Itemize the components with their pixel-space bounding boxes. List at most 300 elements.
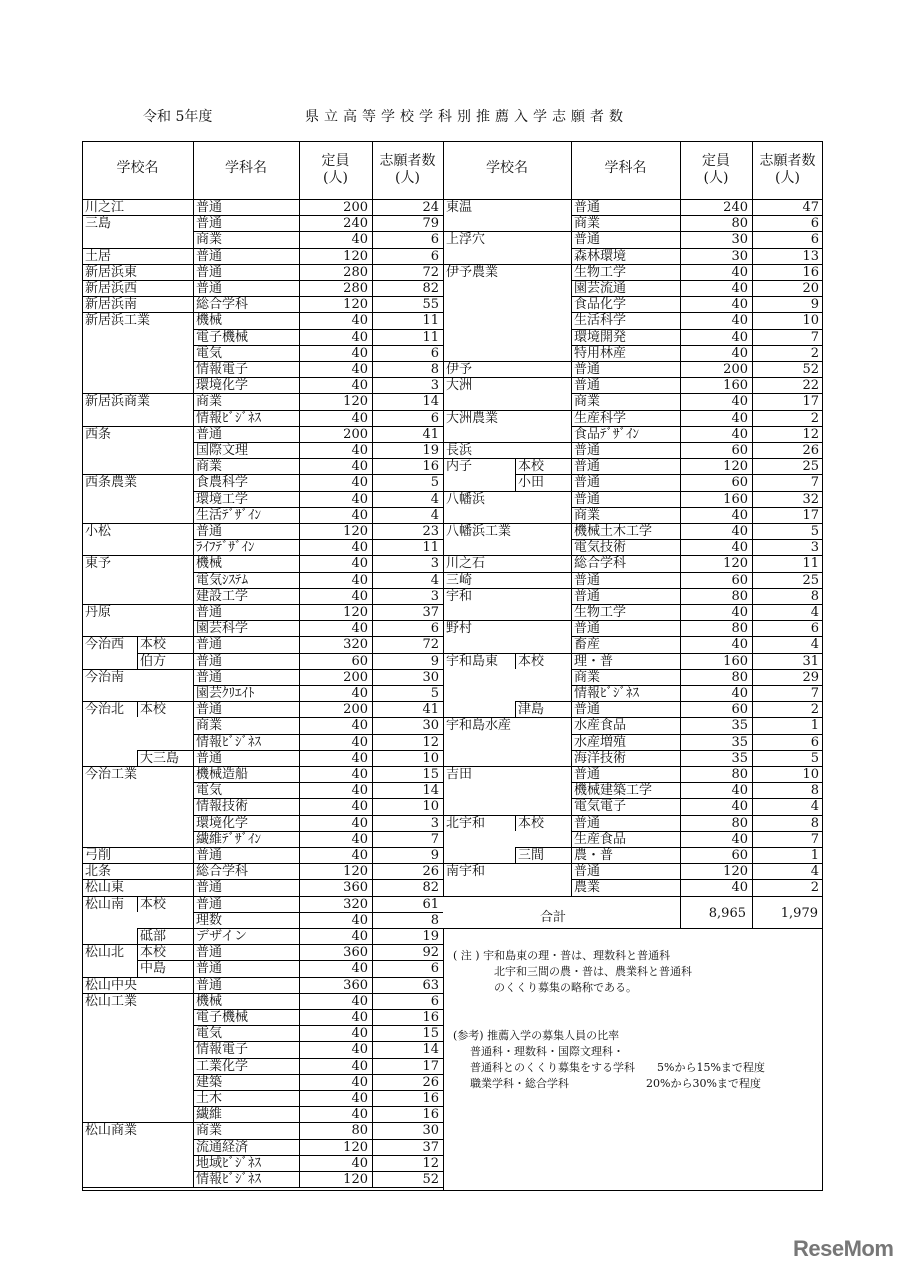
capacity-value: 40	[351, 507, 368, 523]
applicants-value: 19	[422, 443, 439, 458]
capacity-value: 40	[351, 572, 368, 588]
grid-line	[571, 474, 823, 475]
applicants-value: 2	[810, 702, 819, 718]
campus-name: 本校	[518, 815, 545, 831]
grid-line	[193, 669, 443, 670]
grid-line	[193, 750, 443, 751]
department-name: 普通	[574, 443, 601, 458]
department-name: 普通	[196, 653, 223, 669]
column-header-school: 学校名	[116, 160, 159, 176]
department-name: 繊維ﾃﾞｻﾞｲﾝ	[196, 831, 262, 847]
capacity-value: 40	[351, 1010, 368, 1025]
school-name: 新居浜工業	[85, 313, 151, 329]
department-name: ﾗｲﾌﾃﾞｻﾞｲﾝ	[196, 540, 255, 556]
capacity-value: 40	[731, 297, 748, 313]
applicants-value: 41	[422, 702, 439, 718]
capacity-value: 40	[731, 394, 748, 410]
column-header-teiin: 定員 (人)	[702, 153, 730, 186]
applicants-value: 10	[802, 767, 819, 782]
department-name: 商業	[574, 507, 601, 523]
note-line-1: ( 注 ) 宇和島東の理・普は、理数科と普通科	[453, 949, 671, 962]
grid-line	[571, 231, 823, 232]
department-name: 電気	[196, 783, 223, 799]
applicants-value: 16	[802, 264, 819, 280]
grid-line	[443, 141, 444, 896]
applicants-value: 26	[422, 864, 439, 880]
capacity-value: 40	[351, 362, 368, 377]
grid-line	[193, 782, 443, 783]
department-name: 機械造船	[196, 767, 249, 782]
applicants-value: 10	[422, 750, 439, 766]
department-name: 生物工学	[574, 264, 627, 280]
grid-line	[515, 701, 516, 717]
department-name: 普通	[574, 702, 601, 718]
capacity-value: 60	[731, 443, 748, 458]
capacity-value: 120	[343, 1139, 368, 1155]
capacity-value: 360	[343, 977, 368, 993]
capacity-value: 280	[343, 264, 368, 280]
capacity-value: 40	[351, 1107, 368, 1123]
school-name: 松山北	[85, 945, 125, 961]
department-name: 環境開発	[574, 329, 627, 345]
capacity-value: 80	[731, 815, 748, 831]
capacity-value: 200	[343, 702, 368, 718]
capacity-value: 320	[343, 896, 368, 912]
grid-line	[515, 458, 516, 474]
grid-line	[193, 280, 443, 281]
department-name: 普通	[196, 961, 223, 977]
grid-line	[137, 928, 138, 944]
applicants-value: 3	[430, 588, 439, 604]
grid-line	[571, 766, 823, 767]
capacity-value: 40	[351, 345, 368, 361]
department-name: 工業化学	[196, 1058, 249, 1074]
school-name: 松山東	[85, 880, 125, 896]
applicants-value: 2	[810, 880, 819, 896]
applicants-value: 7	[810, 831, 819, 847]
applicants-value: 11	[802, 556, 819, 572]
applicants-value: 7	[430, 831, 439, 847]
department-name: 機械土木工学	[574, 524, 653, 539]
department-name: 電気	[196, 345, 223, 361]
applicants-value: 4	[810, 605, 819, 620]
grid-line	[193, 912, 443, 913]
capacity-value: 40	[731, 313, 748, 329]
grid-line	[571, 588, 823, 589]
reference-line-4: 職業学科・総合学科 20%から30%まで程度	[470, 1077, 761, 1090]
grid-line	[571, 863, 823, 864]
applicants-value: 63	[422, 977, 439, 993]
department-name: 普通	[196, 264, 223, 280]
department-name: 普通	[574, 572, 601, 588]
grid-line	[571, 879, 823, 880]
applicants-value: 24	[422, 200, 439, 215]
capacity-value: 40	[351, 815, 368, 831]
capacity-value: 40	[351, 767, 368, 782]
capacity-value: 40	[731, 410, 748, 426]
capacity-value: 40	[731, 605, 748, 620]
grid-line	[193, 458, 443, 459]
capacity-value: 40	[351, 993, 368, 1009]
school-name: 丹原	[85, 605, 112, 620]
department-name: 普通	[196, 848, 223, 863]
reference-line-2: 普通科・理数科・国際文理科・	[470, 1045, 624, 1058]
campus-name: 小田	[518, 475, 545, 491]
capacity-value: 35	[731, 734, 748, 750]
applicants-value: 30	[422, 669, 439, 685]
capacity-value: 120	[723, 459, 748, 475]
applicants-value: 10	[802, 313, 819, 329]
capacity-value: 40	[351, 1155, 368, 1171]
applicants-value: 12	[422, 734, 439, 750]
capacity-value: 60	[731, 572, 748, 588]
school-name: 大洲	[446, 378, 473, 394]
department-name: 普通	[574, 232, 601, 248]
department-name: 情報ﾋﾞｼﾞﾈｽ	[196, 734, 262, 750]
capacity-value: 160	[723, 491, 748, 507]
campus-name: 伯方	[140, 653, 167, 669]
applicants-value: 6	[810, 734, 819, 750]
grid-line	[82, 141, 83, 1187]
department-name: 生物工学	[574, 605, 627, 620]
capacity-value: 240	[343, 216, 368, 232]
applicants-value: 52	[422, 1172, 439, 1187]
department-name: 普通	[574, 588, 601, 604]
grid-line	[193, 312, 443, 313]
school-name: 八幡浜	[446, 491, 486, 507]
campus-name: 本校	[140, 945, 167, 961]
grid-line	[193, 653, 443, 654]
capacity-value: 120	[343, 864, 368, 880]
grid-line	[137, 636, 138, 652]
grid-line	[193, 604, 443, 605]
grid-line	[571, 701, 823, 702]
school-name: 北条	[85, 864, 112, 880]
capacity-value: 120	[343, 248, 368, 264]
capacity-value: 120	[723, 556, 748, 572]
capacity-value: 160	[723, 378, 748, 394]
capacity-value: 40	[351, 556, 368, 572]
school-name: 東温	[446, 200, 473, 215]
capacity-value: 40	[351, 929, 368, 944]
capacity-value: 200	[343, 669, 368, 685]
applicants-value: 9	[430, 848, 439, 863]
applicants-value: 30	[422, 718, 439, 734]
department-name: 理数	[196, 912, 223, 928]
department-name: 普通	[574, 767, 601, 782]
grid-line	[443, 896, 823, 897]
grid-line	[193, 879, 443, 880]
applicants-value: 11	[422, 540, 439, 556]
capacity-value: 40	[351, 1074, 368, 1090]
department-name: 環境化学	[196, 815, 249, 831]
grid-line	[443, 928, 823, 929]
capacity-value: 40	[731, 637, 748, 653]
department-name: 商業	[196, 232, 223, 248]
grid-line	[193, 636, 443, 637]
grid-line	[571, 458, 823, 459]
capacity-value: 40	[351, 475, 368, 491]
note-line-3: のくくり募集の略称である。	[494, 981, 637, 994]
applicants-value: 4	[810, 799, 819, 815]
applicants-value: 30	[422, 1123, 439, 1139]
applicants-value: 17	[802, 394, 819, 410]
grid-line	[193, 141, 194, 1187]
department-name: 理・普	[574, 653, 614, 669]
campus-name: 本校	[518, 653, 545, 669]
applicants-value: 3	[810, 540, 819, 556]
applicants-value: 6	[430, 232, 439, 248]
capacity-value: 30	[731, 232, 748, 248]
applicants-value: 61	[422, 896, 439, 912]
department-name: 普通	[574, 621, 601, 637]
department-name: 商業	[574, 669, 601, 685]
capacity-value: 40	[351, 410, 368, 426]
school-name: 新居浜南	[85, 297, 138, 313]
applicants-value: 6	[810, 621, 819, 637]
applicants-value: 72	[422, 637, 439, 653]
applicants-value: 5	[430, 475, 439, 491]
department-name: 情報技術	[196, 799, 249, 815]
department-name: デザイン	[196, 929, 248, 944]
grid-line	[571, 669, 823, 670]
department-name: 普通	[196, 248, 223, 264]
department-name: 情報ﾋﾞｼﾞﾈｽ	[574, 686, 640, 701]
capacity-value: 40	[731, 540, 748, 556]
capacity-value: 40	[351, 459, 368, 475]
department-name: 商業	[196, 394, 223, 410]
department-name: 普通	[574, 362, 601, 377]
capacity-value: 120	[343, 605, 368, 620]
school-name: 伊予	[446, 362, 473, 377]
grid-line	[137, 653, 138, 669]
column-header-shigan: 志願者数 (人)	[379, 153, 436, 186]
department-name: 森林環境	[574, 248, 627, 264]
capacity-value: 280	[343, 281, 368, 296]
department-name: 国際文理	[196, 443, 249, 458]
grid-line	[193, 1090, 443, 1091]
grid-line	[571, 215, 823, 216]
capacity-value: 200	[343, 426, 368, 442]
applicants-value: 7	[810, 475, 819, 491]
capacity-value: 120	[343, 394, 368, 410]
applicants-value: 14	[422, 394, 439, 410]
applicants-value: 11	[422, 329, 439, 345]
department-name: 電子機械	[196, 329, 249, 345]
capacity-value: 40	[731, 329, 748, 345]
department-name: 普通	[574, 491, 601, 507]
applicants-value: 55	[422, 297, 439, 313]
applicants-value: 15	[422, 1026, 439, 1042]
capacity-value: 40	[731, 426, 748, 442]
grid-line	[571, 572, 823, 573]
applicants-value: 41	[422, 426, 439, 442]
school-name: 松山南	[85, 896, 125, 912]
column-header-school: 学校名	[486, 160, 528, 176]
campus-name: 本校	[140, 896, 167, 912]
department-name: 特用林産	[574, 345, 627, 361]
applicants-value: 6	[430, 961, 439, 977]
school-name: 南宇和	[446, 864, 486, 880]
grid-line	[137, 960, 138, 976]
campus-name: 砥部	[140, 929, 167, 944]
department-name: 電気技術	[574, 540, 627, 556]
capacity-value: 40	[351, 1091, 368, 1106]
department-name: 建築	[196, 1074, 223, 1090]
grid-line	[515, 815, 516, 831]
school-name: 川之石	[446, 556, 486, 572]
department-name: 普通	[574, 815, 601, 831]
applicants-value: 3	[430, 556, 439, 572]
department-name: 情報電子	[196, 1042, 249, 1058]
column-header-dept: 学科名	[604, 160, 647, 176]
department-name: 普通	[196, 750, 223, 766]
capacity-value: 80	[731, 216, 748, 232]
applicants-value: 8	[430, 912, 439, 928]
capacity-value: 40	[731, 281, 748, 296]
department-name: 普通	[574, 864, 601, 880]
applicants-value: 7	[810, 686, 819, 701]
capacity-value: 40	[351, 1026, 368, 1042]
grid-line	[193, 701, 443, 702]
applicants-value: 7	[810, 329, 819, 345]
department-name: 普通	[196, 896, 223, 912]
grid-line	[137, 750, 138, 766]
applicants-value: 4	[430, 491, 439, 507]
applicants-value: 8	[810, 815, 819, 831]
department-name: 情報ﾋﾞｼﾞﾈｽ	[196, 1172, 262, 1187]
applicants-value: 5	[810, 524, 819, 539]
applicants-value: 10	[422, 799, 439, 815]
grid-line	[571, 377, 823, 378]
capacity-value: 40	[731, 831, 748, 847]
school-name: 今治北	[85, 702, 125, 718]
capacity-value: 40	[351, 912, 368, 928]
school-name: 八幡浜工業	[446, 524, 512, 539]
applicants-value: 5	[810, 750, 819, 766]
grid-line	[193, 1025, 443, 1026]
applicants-value: 4	[810, 864, 819, 880]
capacity-value: 40	[731, 783, 748, 799]
capacity-value: 40	[351, 831, 368, 847]
applicants-value: 6	[430, 621, 439, 637]
applicants-value: 12	[422, 1155, 439, 1171]
capacity-value: 40	[351, 848, 368, 863]
department-name: 電気電子	[574, 799, 627, 815]
department-name: 普通	[196, 200, 223, 215]
grid-line	[515, 847, 516, 863]
school-name: 東予	[85, 556, 112, 572]
capacity-value: 80	[731, 621, 748, 637]
school-name: 宇和島東	[446, 653, 499, 669]
school-name: 宇和島水産	[446, 718, 512, 734]
grid-line	[515, 474, 516, 490]
department-name: 生産科学	[574, 410, 627, 426]
applicants-value: 16	[422, 1091, 439, 1106]
school-name: 新居浜東	[85, 264, 138, 280]
applicants-value: 1	[810, 718, 819, 734]
department-name: 食品化学	[574, 297, 627, 313]
applicants-value: 17	[422, 1058, 439, 1074]
applicants-value: 2	[810, 345, 819, 361]
grid-line	[193, 231, 443, 232]
grid-line	[193, 847, 443, 848]
applicants-value: 5	[430, 686, 439, 701]
campus-name: 大三島	[140, 750, 180, 766]
school-name: 土居	[85, 248, 112, 264]
school-name: 松山中央	[85, 977, 138, 993]
department-name: 電子機械	[196, 1010, 249, 1025]
department-name: 普通	[196, 524, 223, 539]
school-name: 長浜	[446, 443, 473, 458]
page-title: 県立高等学校学科別推薦入学志願者数	[305, 109, 628, 125]
applicants-value: 1	[810, 848, 819, 863]
capacity-value: 40	[351, 799, 368, 815]
grid-line	[193, 1122, 443, 1123]
school-name: 伊予農業	[446, 264, 499, 280]
grid-line	[193, 1106, 443, 1107]
department-name: 流通経済	[196, 1139, 249, 1155]
grid-line	[193, 944, 443, 945]
applicants-value: 14	[422, 783, 439, 799]
department-name: 生活ﾃﾞｻﾞｲﾝ	[196, 507, 262, 523]
department-name: 普通	[196, 216, 223, 232]
department-name: 生活科学	[574, 313, 627, 329]
campus-name: 三間	[518, 848, 545, 863]
school-name: 宇和	[446, 588, 473, 604]
department-name: 環境工学	[196, 491, 249, 507]
applicants-value: 32	[802, 491, 819, 507]
department-name: 機械建築工学	[574, 783, 653, 799]
resemom-logo: ReseMom	[793, 1236, 894, 1261]
capacity-value: 40	[351, 734, 368, 750]
capacity-value: 80	[731, 767, 748, 782]
applicants-value: 17	[802, 507, 819, 523]
campus-name: 本校	[140, 637, 167, 653]
capacity-value: 120	[343, 524, 368, 539]
department-name: 園芸ｸﾘｴｲﾄ	[196, 686, 255, 701]
capacity-value: 40	[351, 1058, 368, 1074]
campus-name: 本校	[518, 459, 545, 475]
campus-name: 中島	[140, 961, 167, 977]
capacity-value: 40	[351, 491, 368, 507]
applicants-value: 6	[430, 345, 439, 361]
capacity-value: 240	[723, 200, 748, 215]
department-name: 電気ｼｽﾃﾑ	[196, 572, 249, 588]
capacity-value: 120	[343, 1172, 368, 1187]
capacity-value: 40	[351, 232, 368, 248]
capacity-value: 40	[731, 686, 748, 701]
capacity-value: 40	[351, 588, 368, 604]
school-name: 上浮穴	[446, 232, 486, 248]
department-name: 地域ﾋﾞｼﾞﾈｽ	[196, 1155, 262, 1171]
school-name: 今治南	[85, 669, 125, 685]
applicants-value: 6	[810, 232, 819, 248]
department-name: 普通	[574, 475, 601, 491]
capacity-value: 40	[731, 799, 748, 815]
applicants-value: 92	[422, 945, 439, 961]
campus-name: 本校	[140, 702, 167, 718]
capacity-value: 40	[731, 880, 748, 896]
applicants-value: 20	[802, 281, 819, 296]
capacity-value: 40	[351, 686, 368, 701]
department-name: 普通	[196, 945, 223, 961]
applicants-value: 8	[430, 362, 439, 377]
applicants-value: 9	[810, 297, 819, 313]
department-name: 普通	[574, 378, 601, 394]
school-name: 今治工業	[85, 767, 138, 782]
applicants-value: 26	[422, 1074, 439, 1090]
